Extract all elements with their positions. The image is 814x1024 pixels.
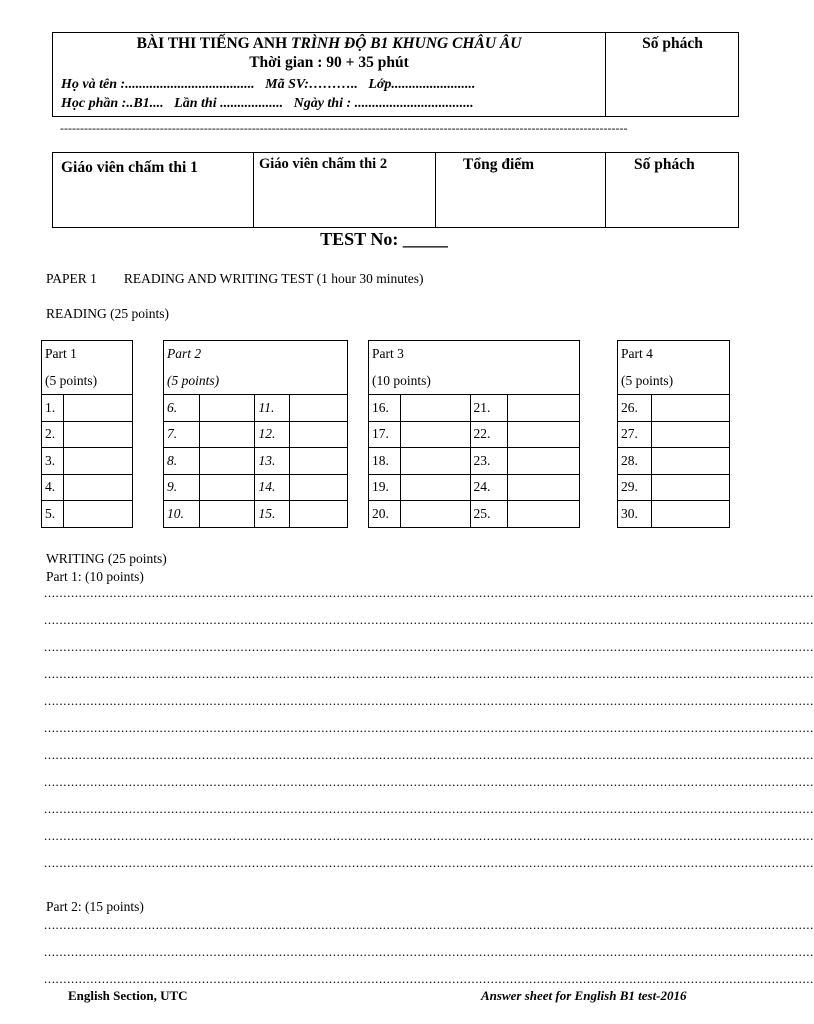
exam-title-italic: TRÌNH ĐỘ B1 KHUNG CHÂU ÂU	[291, 35, 522, 52]
reading-part2-grid	[163, 340, 348, 528]
course-info-line[interactable]: Học phần :..B1.... Lần thi .................. Ngày thi : ..................................	[61, 96, 474, 111]
part4-title: Part 4	[618, 341, 730, 368]
writing-answer-line[interactable]: ........................................................................................................................................................................................................	[44, 944, 814, 959]
question-number: 12.	[255, 421, 290, 448]
header-so-phach: Số phách	[642, 35, 703, 52]
writing-answer-line[interactable]: ........................................................................................................................................................................................................	[44, 585, 814, 600]
question-number: 25.	[470, 501, 508, 528]
reading-heading: READING (25 points)	[46, 306, 169, 321]
paper-heading: PAPER 1 READING AND WRITING TEST (1 hour 30 minutes)	[46, 271, 424, 286]
part3-title: Part 3	[369, 341, 580, 368]
answer-cell[interactable]	[199, 501, 255, 528]
writing-answer-line[interactable]: ........................................................................................................................................................................................................	[44, 612, 814, 627]
question-number: 28.	[618, 448, 652, 475]
question-number: 10.	[164, 501, 200, 528]
question-number: 16.	[369, 395, 401, 422]
answer-cell[interactable]	[508, 501, 580, 528]
answer-cell[interactable]	[290, 474, 348, 501]
answer-cell[interactable]	[651, 421, 729, 448]
answer-cell[interactable]	[400, 421, 470, 448]
grader-2-label: Giáo viên chấm thi 2	[259, 156, 388, 172]
answer-cell[interactable]	[651, 448, 729, 475]
answer-cell[interactable]	[290, 448, 348, 475]
test-number: TEST No: _____	[320, 229, 448, 249]
question-number: 21.	[470, 395, 508, 422]
answer-cell[interactable]	[63, 501, 132, 528]
question-number: 5.	[42, 501, 64, 528]
answer-cell[interactable]	[508, 395, 580, 422]
exam-time: Thời gian : 90 + 35 phút	[249, 54, 409, 71]
part3-points: (10 points)	[369, 368, 580, 395]
answer-cell[interactable]	[400, 395, 470, 422]
writing-answer-line[interactable]: ........................................................................................................................................................................................................	[44, 971, 814, 986]
question-number: 11.	[255, 395, 290, 422]
reading-part3-grid	[368, 340, 580, 528]
writing-answer-line[interactable]: ........................................................................................................................................................................................................	[44, 774, 814, 789]
part2-title: Part 2	[164, 341, 348, 368]
writing-part1-label: Part 1: (10 points)	[46, 569, 144, 584]
answer-cell[interactable]	[508, 421, 580, 448]
writing-heading: WRITING (25 points)	[46, 551, 167, 566]
answer-cell[interactable]	[199, 474, 255, 501]
answer-cell[interactable]	[290, 501, 348, 528]
writing-answer-line[interactable]: ........................................................................................................................................................................................................	[44, 666, 814, 681]
student-info-line[interactable]: Họ và tên :..................................... Mã SV:……….. Lớp........................	[61, 77, 476, 92]
question-number: 15.	[255, 501, 290, 528]
footer-right: Answer sheet for English B1 test-2016	[481, 988, 687, 1003]
graders-table	[52, 152, 739, 228]
question-number: 29.	[618, 474, 652, 501]
dashed-separator: ----------------------------------------------------------------------------------------------------------------------------------------------	[60, 121, 628, 135]
writing-answer-line[interactable]: ........................................................................................................................................................................................................	[44, 747, 814, 762]
writing-answer-line[interactable]: ........................................................................................................................................................................................................	[44, 917, 814, 932]
exam-title	[53, 35, 605, 53]
grader-1-label: Giáo viên chấm thi 1	[61, 159, 198, 176]
graders-divider	[435, 153, 436, 227]
answer-cell[interactable]	[290, 395, 348, 422]
answer-cell[interactable]	[63, 448, 132, 475]
answer-cell[interactable]	[400, 448, 470, 475]
part4-points: (5 points)	[618, 368, 730, 395]
writing-answer-line[interactable]: ........................................................................................................................................................................................................	[44, 855, 814, 870]
question-number: 8.	[164, 448, 200, 475]
answer-cell[interactable]	[651, 395, 729, 422]
question-number: 3.	[42, 448, 64, 475]
exam-title-plain: BÀI THI TIẾNG ANH	[136, 35, 292, 52]
answer-cell[interactable]	[199, 421, 255, 448]
answer-cell[interactable]	[508, 474, 580, 501]
answer-cell[interactable]	[63, 474, 132, 501]
graders-so-phach: Số phách	[634, 156, 695, 173]
writing-answer-line[interactable]: ........................................................................................................................................................................................................	[44, 801, 814, 816]
question-number: 14.	[255, 474, 290, 501]
writing-part2-label: Part 2: (15 points)	[46, 899, 144, 914]
answer-cell[interactable]	[63, 421, 132, 448]
answer-cell[interactable]	[508, 448, 580, 475]
question-number: 18.	[369, 448, 401, 475]
reading-part1-grid	[41, 340, 133, 528]
question-number: 30.	[618, 501, 652, 528]
question-number: 13.	[255, 448, 290, 475]
answer-cell[interactable]	[400, 474, 470, 501]
answer-cell[interactable]	[651, 474, 729, 501]
question-number: 26.	[618, 395, 652, 422]
writing-answer-line[interactable]: ........................................................................................................................................................................................................	[44, 639, 814, 654]
writing-answer-line[interactable]: ........................................................................................................................................................................................................	[44, 720, 814, 735]
exam-header-box	[52, 32, 739, 117]
answer-cell[interactable]	[63, 395, 132, 422]
question-number: 20.	[369, 501, 401, 528]
question-number: 22.	[470, 421, 508, 448]
question-number: 27.	[618, 421, 652, 448]
writing-answer-line[interactable]: ........................................................................................................................................................................................................	[44, 828, 814, 843]
graders-divider	[253, 153, 254, 227]
question-number: 17.	[369, 421, 401, 448]
reading-part4-grid	[617, 340, 730, 528]
part1-points: (5 points)	[42, 368, 133, 395]
part2-points: (5 points)	[164, 368, 348, 395]
answer-cell[interactable]	[199, 448, 255, 475]
graders-divider	[605, 153, 606, 227]
answer-cell[interactable]	[651, 501, 729, 528]
answer-cell[interactable]	[400, 501, 470, 528]
question-number: 23.	[470, 448, 508, 475]
footer-left: English Section, UTC	[68, 988, 188, 1003]
part1-title: Part 1	[42, 341, 133, 368]
question-number: 24.	[470, 474, 508, 501]
writing-answer-line[interactable]: ........................................................................................................................................................................................................	[44, 693, 814, 708]
question-number: 19.	[369, 474, 401, 501]
answer-cell[interactable]	[290, 421, 348, 448]
question-number: 4.	[42, 474, 64, 501]
question-number: 1.	[42, 395, 64, 422]
question-number: 6.	[164, 395, 200, 422]
question-number: 7.	[164, 421, 200, 448]
answer-cell[interactable]	[199, 395, 255, 422]
question-number: 9.	[164, 474, 200, 501]
question-number: 2.	[42, 421, 64, 448]
total-score-label: Tổng điểm	[463, 156, 535, 173]
